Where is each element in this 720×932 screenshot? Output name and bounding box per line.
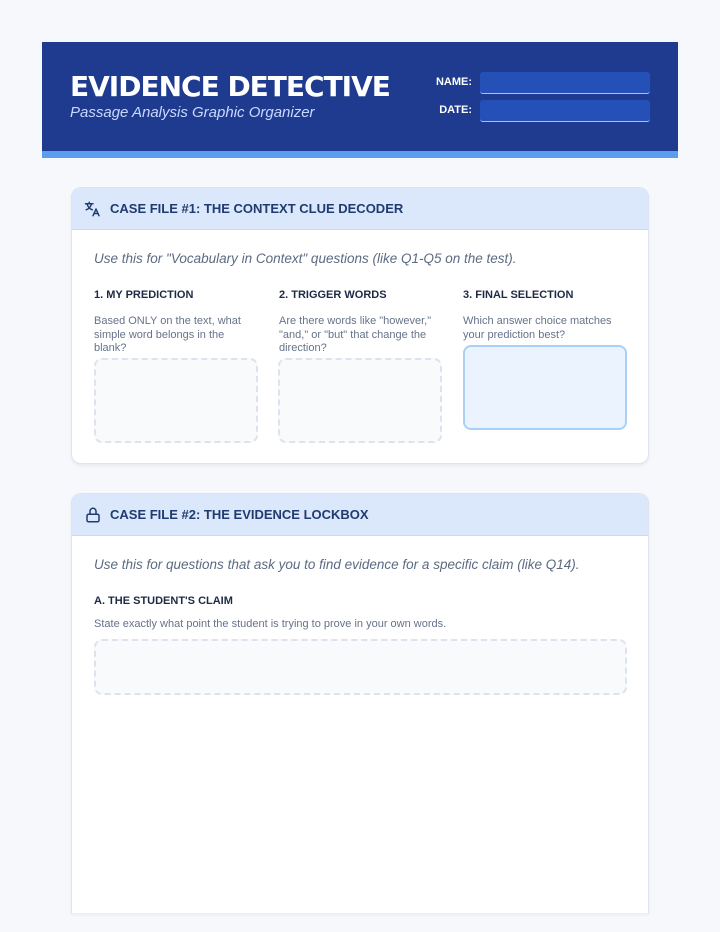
final-selection-answer-box[interactable] <box>463 345 627 430</box>
trigger-words-desc: Are there words like "however," "and," or "but" that change the direction? <box>279 315 432 354</box>
translate-icon <box>84 200 102 218</box>
prediction-column <box>94 289 258 356</box>
prediction-title: 1. MY PREDICTION <box>94 289 194 301</box>
name-field[interactable] <box>480 72 650 94</box>
case-file-2-card <box>71 493 649 913</box>
prediction-answer-box[interactable] <box>94 358 258 443</box>
case-file-1-header <box>72 188 648 230</box>
final-selection-column <box>463 289 627 342</box>
case-file-1-note: Use this for "Vocabulary in Context" questions (like Q1-Q5 on the test). <box>94 251 517 266</box>
name-label: NAME: <box>435 76 472 88</box>
trigger-words-answer-box[interactable] <box>278 358 442 443</box>
final-selection-title: 3. FINAL SELECTION <box>463 289 574 301</box>
case-file-1-card <box>71 187 649 464</box>
prediction-desc: Based ONLY on the text, what simple word belongs in the blank? <box>94 315 241 354</box>
worksheet-header <box>42 42 678 158</box>
claim-answer-box[interactable] <box>94 639 627 695</box>
page-subtitle: Passage Analysis Graphic Organizer <box>70 104 315 121</box>
claim-section-desc: State exactly what point the student is trying to prove in your own words. <box>94 618 447 630</box>
case-file-2-title: CASE FILE #2: THE EVIDENCE LOCKBOX <box>110 507 369 522</box>
case-file-2-note: Use this for questions that ask you to find evidence for a specific claim (like Q14). <box>94 557 580 572</box>
date-field[interactable] <box>480 100 650 122</box>
lock-icon <box>84 506 102 524</box>
date-label: DATE: <box>439 104 472 116</box>
trigger-words-column <box>279 289 447 356</box>
case-file-1-title: CASE FILE #1: THE CONTEXT CLUE DECODER <box>110 201 404 216</box>
claim-section-title: A. THE STUDENT'S CLAIM <box>94 595 233 607</box>
case-file-2-header <box>72 494 648 536</box>
final-selection-desc: Which answer choice matches your prediction best? <box>463 315 612 341</box>
page-title: EVIDENCE DETECTIVE <box>70 70 390 103</box>
trigger-words-title: 2. TRIGGER WORDS <box>279 289 387 301</box>
